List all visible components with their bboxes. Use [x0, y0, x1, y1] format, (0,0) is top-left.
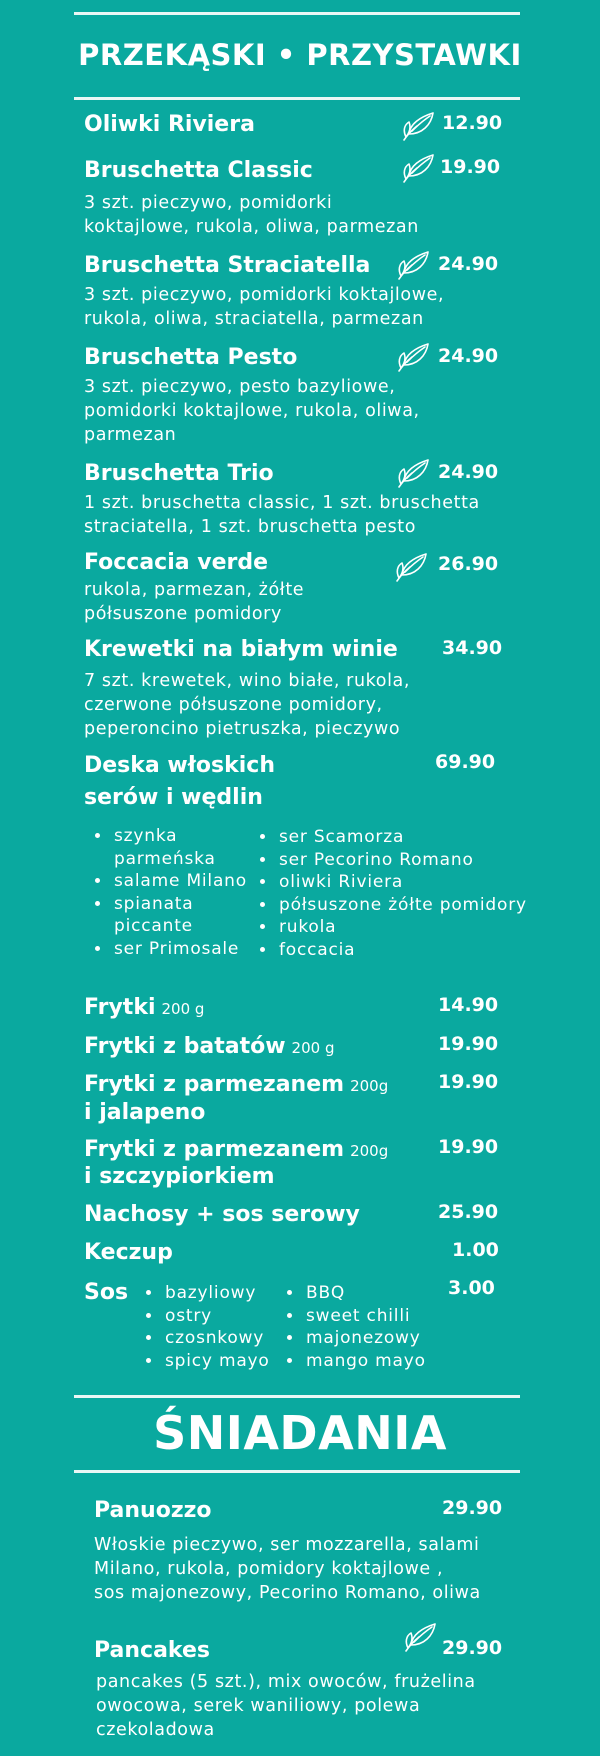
section-title-snacks: PRZEKĄSKI • PRZYSTAWKI: [78, 38, 522, 72]
portion-size: 200g: [350, 1142, 389, 1160]
list-item: • rukola: [277, 916, 567, 939]
item-name: Deska włoskich serów i wędlin: [84, 753, 275, 810]
list-item: • ser Primosale: [112, 938, 262, 961]
item-price: 24.90: [438, 253, 499, 275]
item-description: 7 szt. krewetek, wino białe, rukola, czerwone półsuszone pomidory, peperoncino pietruszka, pieczywo: [84, 671, 411, 739]
item-name: Bruschetta Classic: [84, 158, 313, 183]
item-description: 3 szt. pieczywo, pesto bazyliowe, pomidorki koktajlowe, rukola, oliwa, parmezan: [84, 377, 420, 445]
list-item: • czosnkowy: [163, 1327, 293, 1350]
item-price: 1.00: [452, 1239, 499, 1261]
item-name: Foccacia verde: [84, 550, 269, 575]
item-price: 12.90: [442, 112, 503, 134]
item-price: 19.90: [440, 156, 501, 178]
item-price: 24.90: [438, 461, 499, 483]
item-name: Pancakes: [94, 1638, 210, 1663]
item-price: 29.90: [442, 1497, 503, 1519]
list-item: • spianata piccante: [112, 893, 262, 938]
portion-size: 200g: [350, 1077, 389, 1095]
item-price: 14.90: [438, 994, 499, 1016]
item-name: Nachosy + sos serowy: [84, 1202, 360, 1227]
list-item: • bazyliowy: [163, 1282, 293, 1305]
item-name: Bruschetta Straciatella: [84, 253, 371, 278]
list-item: • szynka parmeńska: [112, 825, 262, 870]
item-name: Keczup: [84, 1240, 173, 1265]
item-price: 29.90: [442, 1637, 503, 1659]
sauce-list-right: [276, 1282, 474, 1372]
list-item: • oliwki Riviera: [277, 871, 567, 894]
divider-breakfast-top: [74, 1395, 520, 1398]
fries-name-line2: i szczypiorkiem: [84, 1164, 275, 1189]
item-description: rukola, parmezan, żółte półsuszone pomidory: [84, 580, 305, 624]
list-item: • ser Scamorza: [277, 826, 567, 849]
fries-label: Frytki: [84, 995, 156, 1020]
list-item: • sweet chilli: [304, 1305, 474, 1328]
fries-label: Frytki z parmezanem: [84, 1137, 345, 1162]
item-description: 3 szt. pieczywo, pomidorki koktajlowe, rukola, oliwa, straciatella, parmezan: [84, 285, 445, 329]
list-item: • salame Milano: [112, 870, 262, 893]
fries-label: Frytki z batatów: [84, 1034, 286, 1059]
fries-name-line2: i jalapeno: [84, 1100, 206, 1125]
item-price: 25.90: [438, 1201, 499, 1223]
ingredients-list-right: [249, 826, 567, 961]
list-item: • półsuszone żółte pomidory: [277, 894, 567, 917]
fries-label: Frytki z parmezanem: [84, 1072, 345, 1097]
portion-size: 200 g: [291, 1039, 335, 1057]
item-name: Krewetki na białym winie: [84, 637, 398, 662]
list-item: • foccacia: [277, 939, 567, 962]
ingredients-list-left: [84, 825, 262, 960]
item-name: Bruschetta Trio: [84, 461, 274, 486]
item-description: 3 szt. pieczywo, pomidorki koktajlowe, rukola, oliwa, parmezan: [84, 193, 419, 237]
item-name: Oliwki Riviera: [84, 112, 255, 137]
item-price: 34.90: [442, 637, 503, 659]
item-price: 19.90: [438, 1071, 499, 1093]
item-name: Bruschetta Pesto: [84, 345, 298, 370]
item-price: 3.00: [448, 1277, 495, 1299]
leaf-icon: [400, 152, 436, 184]
section-title-breakfast: ŚNIADANIA: [153, 1406, 447, 1460]
item-name: Panuozzo: [94, 1498, 212, 1523]
leaf-icon: [400, 110, 436, 142]
item-description: pancakes (5 szt.), mix owoców, frużelina owocowa, serek waniliowy, polewa czekoladowa: [96, 1672, 476, 1740]
leaf-icon: [395, 457, 431, 489]
list-item: • ostry: [163, 1305, 293, 1328]
fries-name: [84, 1070, 388, 1101]
item-price: 19.90: [438, 1033, 499, 1055]
sauce-list-left: [135, 1282, 293, 1372]
item-price: 19.90: [438, 1136, 499, 1158]
divider-top: [74, 12, 520, 15]
list-item: • ser Pecorino Romano: [277, 849, 567, 872]
leaf-icon: [395, 249, 431, 281]
portion-size: 200 g: [161, 1000, 205, 1018]
divider-snacks: [74, 97, 520, 100]
divider-breakfast-bottom: [74, 1470, 520, 1473]
item-price: 69.90: [435, 751, 496, 773]
leaf-icon: [402, 1621, 438, 1653]
list-item: • mango mayo: [304, 1350, 474, 1373]
leaf-icon: [393, 551, 429, 583]
list-item: • BBQ: [304, 1282, 474, 1305]
fries-name: [84, 993, 204, 1024]
list-item: • spicy mayo: [163, 1350, 293, 1373]
item-name: Sos: [84, 1280, 129, 1305]
item-price: 26.90: [438, 553, 499, 575]
fries-name: [84, 1032, 334, 1063]
list-item: • majonezowy: [304, 1327, 474, 1350]
leaf-icon: [395, 341, 431, 373]
item-price: 24.90: [438, 345, 499, 367]
item-description: Włoskie pieczywo, ser mozzarella, salami Milano, rukola, pomidory koktajlowe , sos majonezowy, Pecorino Romano, oliwa: [94, 1535, 481, 1603]
item-description: 1 szt. bruschetta classic, 1 szt. bruschetta straciatella, 1 szt. bruschetta pesto: [84, 493, 480, 537]
